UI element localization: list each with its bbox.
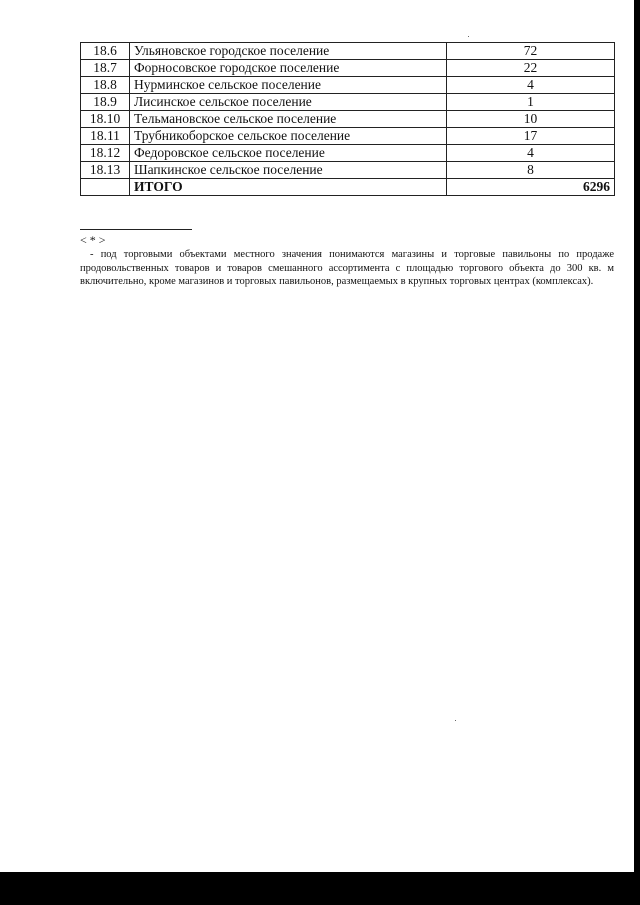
table-row	[81, 94, 615, 111]
object-count: 8	[447, 162, 615, 179]
total-value: 6296	[447, 179, 615, 196]
object-count: 4	[447, 145, 615, 162]
row-number: 18.9	[81, 94, 130, 111]
row-number: 18.13	[81, 162, 130, 179]
table-body	[81, 43, 615, 196]
table-row	[81, 111, 615, 128]
settlement-name: Шапкинское сельское поселение	[130, 162, 447, 179]
row-number: 18.12	[81, 145, 130, 162]
object-count: 22	[447, 60, 615, 77]
total-label: ИТОГО	[130, 179, 447, 196]
scan-artifact	[468, 36, 469, 37]
row-number: 18.6	[81, 43, 130, 60]
settlement-name: Ульяновское городское поселение	[130, 43, 447, 60]
total-row	[81, 179, 615, 196]
scan-edge-bottom	[0, 872, 640, 905]
footnote-text: - под торговыми объектами местного значения понимаются магазины и торговые павильоны по продаже продовольственных товаров и товаров смешанного ассортимента с площадью торгового объекта до 300 кв. м включительно, кроме магазинов и торговых павильонов, размещаемых в крупных торговых центрах (комплексах).	[80, 249, 614, 287]
settlements-table	[80, 42, 615, 196]
table-row	[81, 43, 615, 60]
table-row	[81, 77, 615, 94]
table-row	[81, 128, 615, 145]
footnote-separator	[80, 229, 192, 230]
footnote-marker: < * >	[80, 233, 106, 247]
object-count: 72	[447, 43, 615, 60]
table-row	[81, 145, 615, 162]
settlement-name: Нурминское сельское поселение	[130, 77, 447, 94]
settlement-name: Тельмановское сельское поселение	[130, 111, 447, 128]
table-row	[81, 60, 615, 77]
row-number: 18.8	[81, 77, 130, 94]
object-count: 10	[447, 111, 615, 128]
table-row	[81, 162, 615, 179]
row-number: 18.11	[81, 128, 130, 145]
object-count: 1	[447, 94, 615, 111]
scan-artifact	[455, 720, 456, 721]
object-count: 17	[447, 128, 615, 145]
settlement-name: Трубникоборское сельское поселение	[130, 128, 447, 145]
scan-edge-right	[634, 0, 640, 872]
settlement-name: Федоровское сельское поселение	[130, 145, 447, 162]
row-number: 18.10	[81, 111, 130, 128]
row-number: 18.7	[81, 60, 130, 77]
settlement-name: Лисинское сельское поселение	[130, 94, 447, 111]
total-number	[81, 179, 130, 196]
settlement-name: Форносовское городское поселение	[130, 60, 447, 77]
object-count: 4	[447, 77, 615, 94]
